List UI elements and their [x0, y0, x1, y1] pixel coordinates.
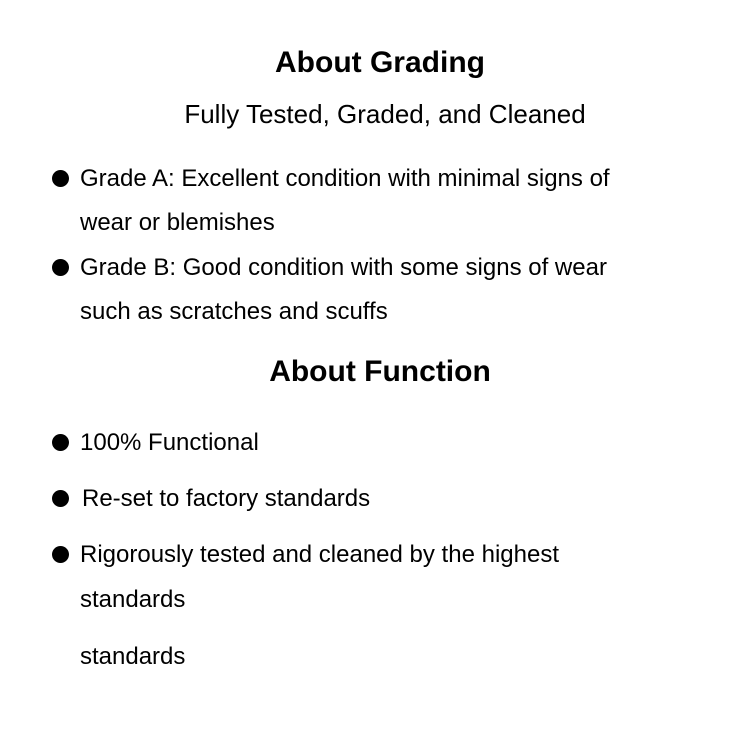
list-item-text: Rigorously tested and cleaned by the highest [80, 541, 559, 568]
grading-title: About Grading [275, 46, 485, 79]
bullet-icon [52, 170, 69, 187]
list-item-text: Grade A: Excellent condition with minimal signs of [80, 165, 610, 192]
bullet-icon [52, 259, 69, 276]
trailing-text: standards [80, 643, 186, 670]
list-item-text: standards [80, 586, 186, 613]
list-item-text: Grade B: Good condition with some signs of wear [80, 254, 607, 281]
grading-subtitle: Fully Tested, Graded, and Cleaned [184, 99, 586, 129]
list-item-text: such as scratches and scuffs [80, 298, 388, 325]
list-item-text: 100% Functional [80, 429, 259, 456]
bullet-icon [52, 490, 69, 507]
function-title: About Function [269, 355, 491, 388]
bullet-icon [52, 434, 69, 451]
list-item-text: wear or blemishes [80, 209, 275, 236]
bullet-icon [52, 546, 69, 563]
list-item-text: Re-set to factory standards [82, 485, 371, 512]
